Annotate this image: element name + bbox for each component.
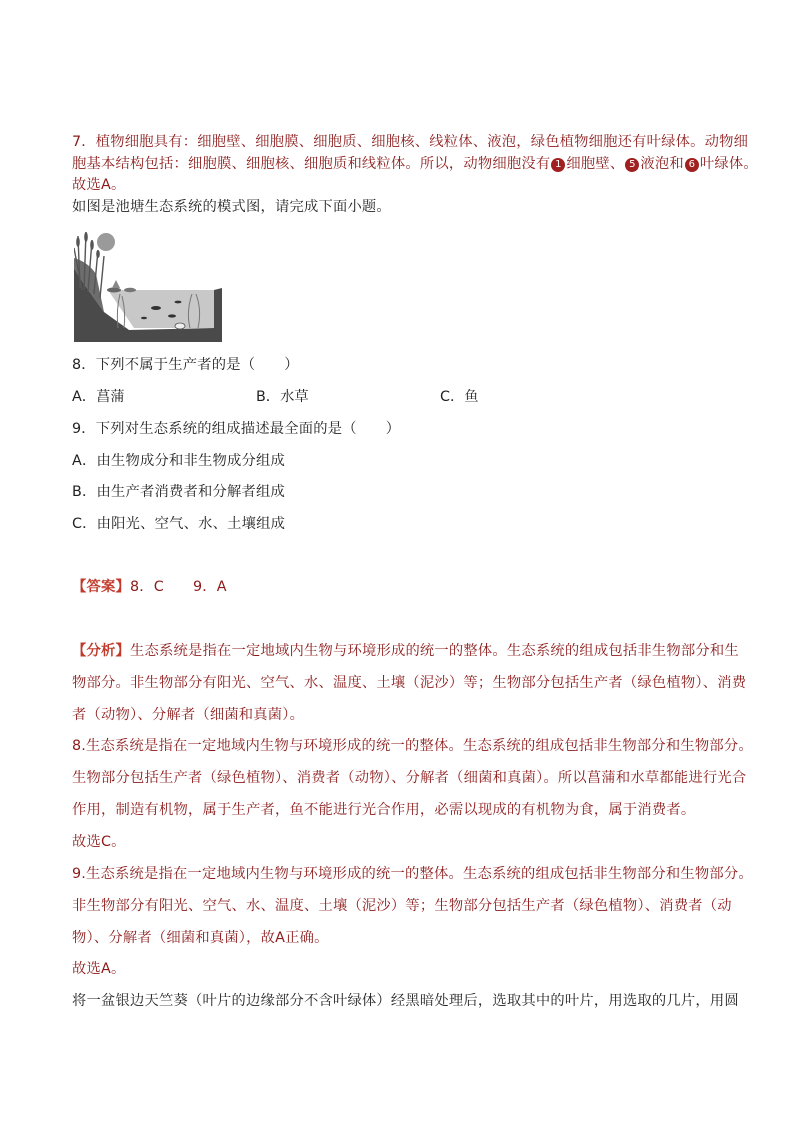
q7-line-2-part-b: 细胞壁、: [566, 156, 625, 172]
q7-line-2-part-d: 叶绿体。: [699, 156, 758, 172]
q9-option-a: A．由生物成分和非生物成分组成: [72, 453, 285, 469]
q8-option-b: B．水草: [256, 389, 309, 405]
answer-text: 8．C 9．A: [130, 579, 227, 595]
analysis-line-2: 物部分。非生物部分有阳光、空气、水、温度、土壤（泥沙）等；生物部分包括生产者（绿色植物）、消费: [72, 675, 747, 691]
q9-option-b: B．由生产者消费者和分解者组成: [72, 484, 285, 500]
q8-option-a: A．菖蒲: [72, 389, 125, 405]
circled-6-marker: 6: [685, 158, 699, 172]
q8-option-c: C．鱼: [440, 389, 479, 405]
analysis-line-1: [72, 641, 739, 661]
exp9-choice: 故选A。: [72, 961, 126, 977]
sun-shape: [97, 233, 115, 251]
answer-tag: 【答案】: [72, 579, 130, 595]
exp8-line-2: 生物部分包括生产者（绿色植物）、消费者（动物）、分解者（细菌和真菌）。所以菖蒲和水草都能进行光合: [72, 770, 747, 786]
exp9-line-1: 9.生态系统是指在一定地域内生物与环境形成的统一的整体。生态系统的组成包括非生物部分和生物部分。: [72, 866, 753, 882]
analysis-line-3: 者（动物）、分解者（细菌和真菌）。: [72, 707, 305, 723]
circled-5-marker: 5: [625, 158, 639, 172]
analysis-text-1: 生态系统是指在一定地域内生物与环境形成的统一的整体。生态系统的组成包括非生物部分和生: [130, 643, 739, 659]
q9-stem: 9．下列对生态系统的组成描述最全面的是（ ）: [72, 421, 401, 437]
q7-choice: 故选A。: [72, 177, 126, 193]
exp8-line-3: 作用，制造有机物，属于生产者，鱼不能进行光合作用，必需以现成的有机物为食，属于消费者。: [72, 802, 696, 818]
pond-ecosystem-figure: [74, 228, 222, 342]
q7-line-2-part-c: 液泡和: [640, 156, 684, 172]
analysis-tag: 【分析】: [72, 643, 130, 659]
q8-stem: 8．下列不属于生产者的是（ ）: [72, 357, 299, 373]
q7-line-2-part-a: 胞基本结构包括：细胞膜、细胞核、细胞质和线粒体。所以，动物细胞没有: [72, 156, 551, 172]
exp8-line-1: 8.生态系统是指在一定地域内生物与环境形成的统一的整体。生态系统的组成包括非生物部分和生物部分。: [72, 738, 753, 754]
figure-intro: 如图是池塘生态系统的模式图，请完成下面小题。: [72, 199, 391, 215]
q7-line-1: 7．植物细胞具有：细胞壁、细胞膜、细胞质、细胞核、线粒体、液泡，绿色植物细胞还有叶绿体。动物细: [72, 134, 749, 150]
exp9-line-3: 物）、分解者（细菌和真菌），故A正确。: [72, 930, 329, 946]
circled-1-marker: 1: [551, 158, 565, 172]
exp9-line-2: 非生物部分有阳光、空气、水、温度、土壤（泥沙）等；生物部分包括生产者（绿色植物）、消费者（动: [72, 898, 732, 914]
next-question-line: 将一盆银边天竺葵（叶片的边缘部分不含叶绿体）经黑暗处理后，选取其中的叶片，用选取的几片，用圆: [72, 993, 739, 1009]
answer-line: [72, 577, 227, 597]
q7-line-2: [72, 154, 758, 174]
exp8-choice: 故选C。: [72, 834, 126, 850]
q9-option-c: C．由阳光、空气、水、土壤组成: [72, 516, 286, 532]
